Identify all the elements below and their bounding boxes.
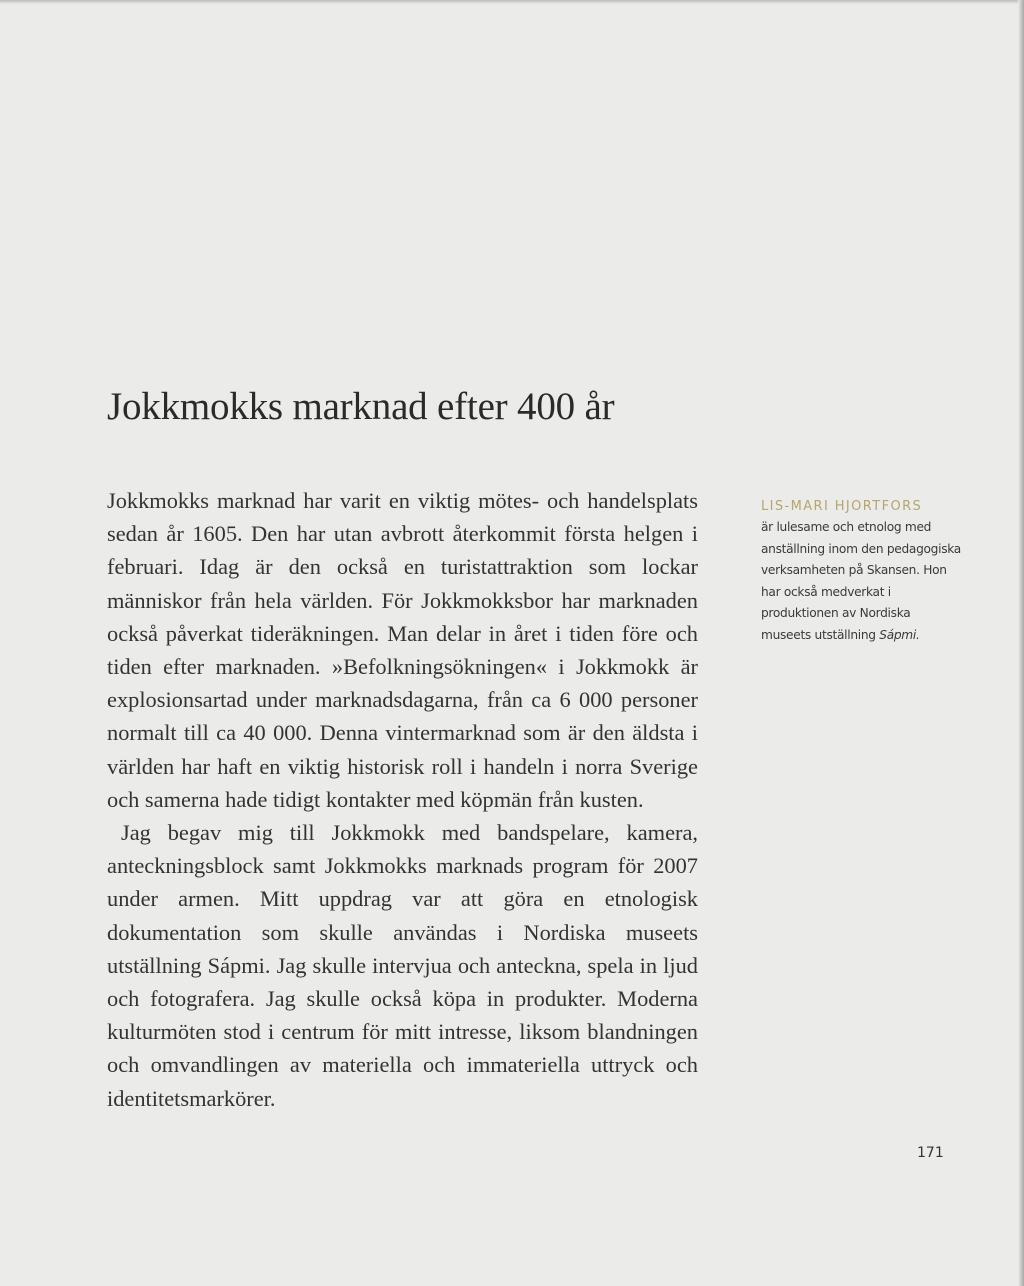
body-paragraph-2: Jag begav mig till Jokkmokk med bandspelare, kamera, anteckningsblock samt Jokkmokks marknads program för 2007 under armen. Mitt uppdrag var att göra en etnologisk dokumentation som skulle användas i Nordiska museets utställning Sápmi. Jag skulle intervjua och anteckna, spela in ljud och fotografera. Jag skulle också köpa in produkter. Moderna kulturmöten stod i centrum för mitt intresse, liksom blandningen och omvandlingen av materiella och immateriella uttryck och identitetsmarkörer. bbox=[107, 820, 698, 1111]
author-bio-italic: Sápmi. bbox=[879, 627, 920, 642]
scan-edge-top bbox=[0, 0, 1024, 4]
author-sidebar bbox=[761, 497, 961, 646]
body-paragraph-1: Jokkmokks marknad har varit en viktig mötes- och handelsplats sedan år 1605. Den har utan avbrott återkommit första helgen i februari. Idag är den också en turistattraktion som lockar människor från hela världen. För Jokkmokksbor har marknaden också påverkat tideräkningen. Man delar in året i tiden före och tiden efter marknaden. »Befolkningsökningen« i Jokkmokk är explosionsartad under marknadsdagarna, från ca 6 000 personer normalt till ca 40 000. Denna vintermarknad som är den äldsta i världen har haft en viktig historisk roll i handeln i norra Sverige och samerna hade tidigt kontakter med köpmän från kusten. bbox=[107, 488, 698, 812]
page-number: 171 bbox=[917, 1145, 944, 1161]
scan-edge-right bbox=[1018, 0, 1024, 1286]
article-title: Jokkmokks marknad efter 400 år bbox=[107, 385, 615, 428]
article-body bbox=[107, 484, 698, 1115]
author-bio bbox=[761, 517, 961, 646]
author-bio-text: är lulesame och etnolog med anställning inom den pedagogiska verksamheten på Skansen. Hon har också medverkat i produktionen av Nordiska museets utställning bbox=[761, 520, 961, 642]
author-name: LIS-MARI HJORTFORS bbox=[761, 499, 923, 514]
